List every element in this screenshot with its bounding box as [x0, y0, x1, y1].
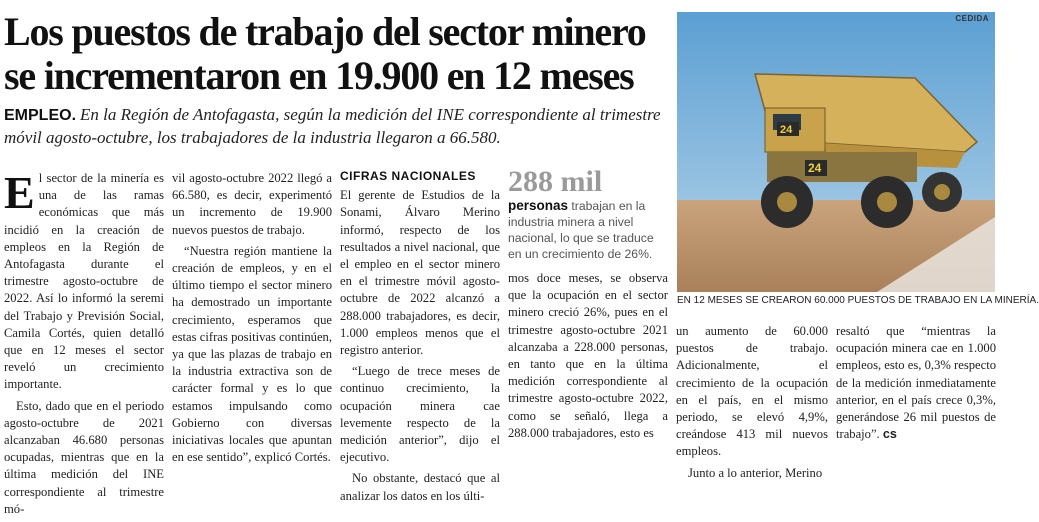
truck-number: 24	[780, 124, 793, 136]
stat-callout	[508, 166, 668, 262]
paragraph-text: resaltó que “mientras la ocupación minera cae en 1.000 empleos, esto es, 0,3% respecto de la medición inmediatamente anterior, en el país crece 0,3%, generándose 26 mil puestos de trabajo”.	[836, 324, 996, 442]
mining-truck-photo	[677, 12, 995, 292]
column-4	[508, 270, 668, 446]
paragraph: vil agosto-octubre 2022 llegó a 66.580, es decir, experimentó un incremento de 19.900 nuevos puestos de trabajo.	[172, 171, 332, 237]
stat-text	[508, 198, 668, 262]
headline-line-1: Los puestos de trabajo del sector minero	[4, 9, 646, 54]
article-photo	[677, 12, 995, 292]
paragraph-text: l sector de la minería es una de las ramas económicas que más incidió en la creación de empleos en la Región de Antofagasta durante el trimestre agosto-octubre de 2022. Así lo informó la seremi del Trabajo y Previsión Social, Camila Cortés, quien detalló que en 12 meses el sector reveló un crecimiento importante.	[4, 171, 164, 392]
column-5	[676, 323, 828, 486]
paragraph: Junto a lo anterior, Merino	[688, 465, 823, 480]
lead-text: En la Región de Antofagasta, según la medición del INE correspondiente al trimestre móvil agosto-octubre, los trabajadores de la industria llegaron a 66.580.	[4, 105, 661, 147]
drop-cap: E	[4, 167, 35, 218]
section-subhead: CIFRAS NACIONALES	[340, 169, 476, 183]
photo-credit: CEDIDA	[955, 14, 989, 23]
headline-line-2: se incrementaron en 19.900 en 12 meses	[4, 53, 634, 98]
headline	[4, 10, 664, 98]
paragraph: El gerente de Estudios de la Sonami, Álvaro Merino informó, respecto de los resultados a nivel nacional, que el empleo en el sector minero en el trimestre móvil agosto-octubre de 2022 alcanzó a 288.000 trabajadores, es decir, 1.000 empleos menos que el registro anterior.	[340, 188, 500, 358]
paragraph: No obstante, destacó que al analizar los datos en los últi-	[340, 471, 500, 503]
column-6	[836, 323, 996, 447]
truck-number-front: 24	[808, 161, 822, 175]
column-2	[172, 170, 332, 470]
end-mark: cs	[882, 427, 897, 442]
photo-caption: EN 12 MESES SE CREARON 60.000 PUESTOS DE TRABAJO EN LA MINERÍA.	[677, 295, 1039, 306]
paragraph: mos doce meses, se observa que la ocupación en el sector minero creció 26%, pues en el trimestre agosto-octubre 2021 alcanzaba a 228.000 personas, en tanto que en la última medición correspondiente al trimestre agosto-octubre 2022, como se señaló, llega a 288.000 trabajadores, esto es	[508, 271, 668, 440]
stat-label: personas	[508, 198, 569, 213]
column-1	[4, 167, 164, 522]
lead-tag: EMPLEO.	[4, 107, 77, 124]
paragraph: Esto, dado que en el periodo agosto-octubre de 2021 alcanzaban 46.680 personas ocupadas, mientras que en la última medición del INE correspondiente al trimestre mó-	[4, 398, 164, 516]
column-3	[340, 170, 500, 509]
paragraph: “Luego de trece meses de continuo crecimiento, la ocupación minera cae levemente respecto de la medición anterior”, dijo el ejecutivo.	[340, 364, 500, 465]
lead-paragraph	[4, 104, 668, 149]
paragraph	[4, 167, 164, 394]
paragraph: un aumento de 60.000 puestos de trabajo. Adicionalmente, el crecimiento de la ocupación en el país, en el mismo periodo, se elevó 4,9%, creándose 413 mil nuevos empleos.	[676, 324, 828, 459]
stat-description: trabajan en la industria minera a nivel nacional, lo que se traduce en un crecimiento de 26%.	[508, 199, 654, 261]
paragraph	[836, 323, 996, 443]
paragraph: “Nuestra región mantiene la creación de empleos, y en el último tiempo el sector minero ha demostrado un importante crecimiento, esperamos que estas cifras positivas continúen, ya que las plazas de trabajo en la industria extractiva son de carácter formal y es lo que estamos impulsando como Gobierno con diversas iniciativas locales que apuntan en ese sentido”, explicó Cortés.	[172, 243, 332, 465]
stat-value: 288 mil	[508, 165, 603, 198]
